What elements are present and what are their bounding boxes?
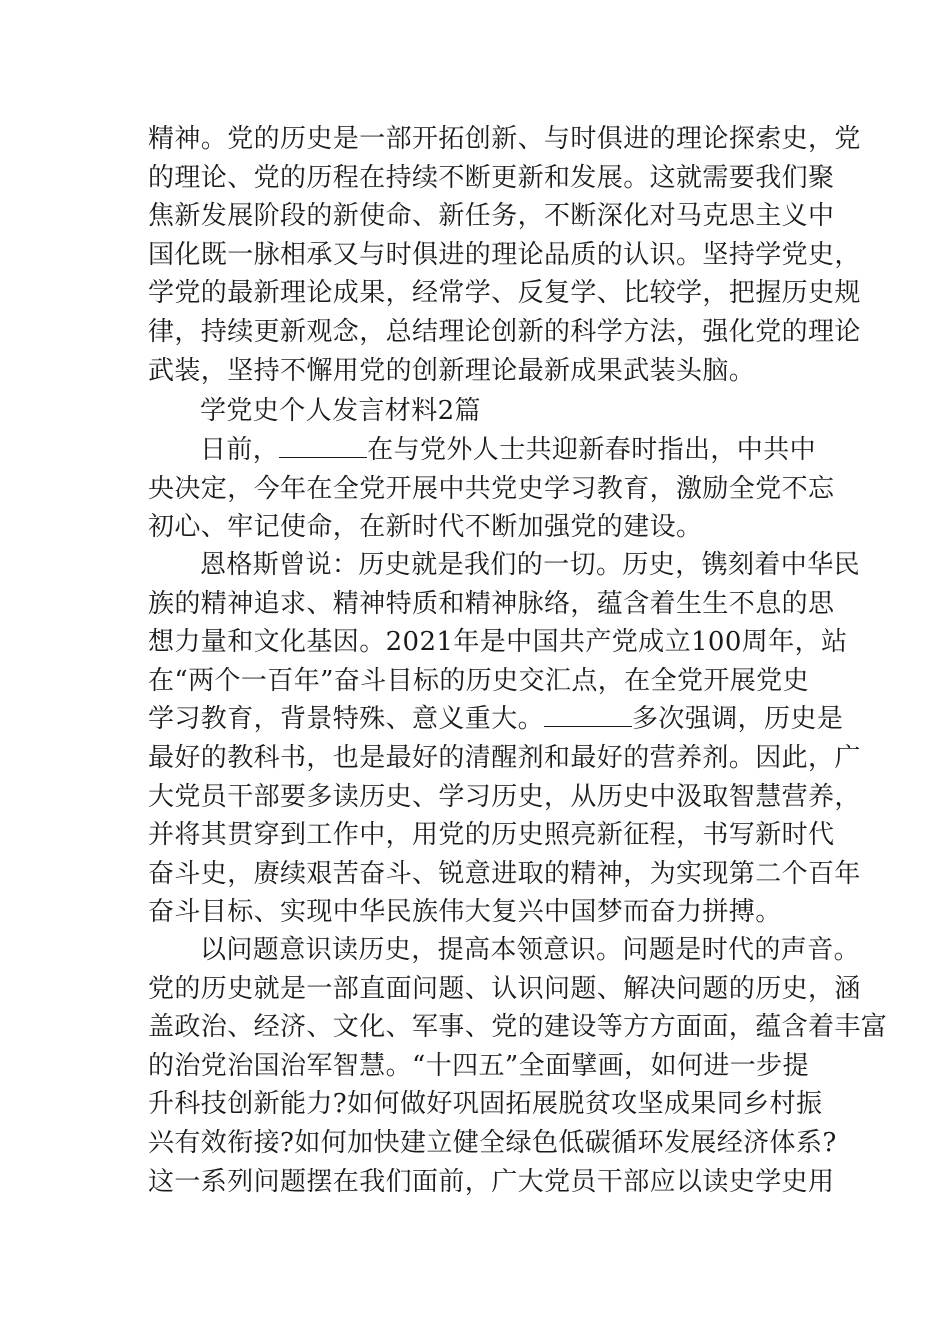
text-line: 的理论、党的历程在持续不断更新和发展。这就需要我们聚 (148, 162, 835, 193)
paragraph-3 (148, 931, 888, 1201)
text-line: 央决定，今年在全党开展中共党史学习教育，激励全党不忘 (148, 473, 835, 504)
text-line: 党的历史就是一部直面问题、认识问题、解决问题的历史，涵 (148, 973, 861, 1004)
text-line (148, 700, 844, 739)
text-line: 奋斗史，赓续艰苦奋斗、锐意进取的精神，为实现第二个百年 (148, 858, 861, 889)
text-line: 并将其贯穿到工作中，用党的历史照亮新征程，书写新时代 (148, 820, 835, 851)
text-line: 学党的最新理论成果，经常学、反复学、比较学，把握历史规 (148, 278, 861, 309)
text-run: 在与党外人士共迎新春时指出，中共中 (367, 435, 817, 465)
text-line: 的治党治国治军智慧。“十四五”全面擘画，如何进一步提 (148, 1050, 809, 1081)
text-line: 恩格斯曾说：历史就是我们的一切。历史，镌刻着中华民 (200, 550, 861, 580)
text-run: 多次强调，历史是 (632, 704, 844, 735)
section-title: 学党史个人发言材料2篇 (200, 396, 481, 426)
text-run: 日前， (200, 435, 280, 465)
text-line: 国化既一脉相承又与时俱进的理论品质的认识。坚持学党史， (148, 239, 861, 270)
text-line: 以问题意识读历史，提高本领意识。问题是时代的声音。 (200, 935, 861, 965)
continuation-paragraph (148, 120, 861, 390)
text-line: 这一系列问题摆在我们面前，广大党员干部应以读史学史用 (148, 1166, 835, 1197)
text-run: 学习教育，背景特殊、意义重大。 (148, 704, 545, 735)
paragraph-2 (148, 546, 861, 932)
paragraph-1 (148, 431, 835, 547)
blank-underline (279, 437, 367, 458)
text-line: 律，持续更新观念，总结理论创新的科学方法，强化党的理论 (148, 316, 861, 347)
text-line: 盖政治、经济、文化、军事、党的建设等方方面面，蕴含着丰富 (148, 1012, 888, 1043)
text-line: 精神。党的历史是一部开拓创新、与时俱进的理论探索史，党 (148, 124, 861, 154)
text-line: 兴有效衔接?如何加快建立健全绿色低碳循环发展经济体系? (148, 1127, 837, 1158)
text-line: 在“两个一百年”奋斗目标的历史交汇点，在全党开展党史 (148, 665, 809, 696)
text-line (148, 431, 818, 470)
text-line: 焦新发展阶段的新使命、新任务，不断深化对马克思主义中 (148, 201, 835, 232)
blank-underline (544, 706, 632, 727)
text-line: 想力量和文化基因。2021年是中国共产党成立100周年，站 (148, 627, 848, 658)
text-line: 奋斗目标、实现中华民族伟大复兴中国梦而奋力拼搏。 (148, 897, 782, 928)
text-line: 大党员干部要多读历史、学习历史，从历史中汲取智慧营养， (148, 781, 861, 812)
section-title-block (148, 392, 818, 431)
text-line: 初心、牢记使命，在新时代不断加强党的建设。 (148, 512, 703, 543)
text-line: 最好的教科书，也是最好的清醒剂和最好的营养剂。因此，广 (148, 742, 861, 773)
text-line: 族的精神追求、精神特质和精神脉络，蕴含着生生不息的思 (148, 588, 835, 619)
text-line: 升科技创新能力?如何做好巩固拓展脱贫攻坚成果同乡村振 (148, 1089, 823, 1120)
text-line: 武装，坚持不懈用党的创新理论最新成果武装头脑。 (148, 355, 756, 386)
